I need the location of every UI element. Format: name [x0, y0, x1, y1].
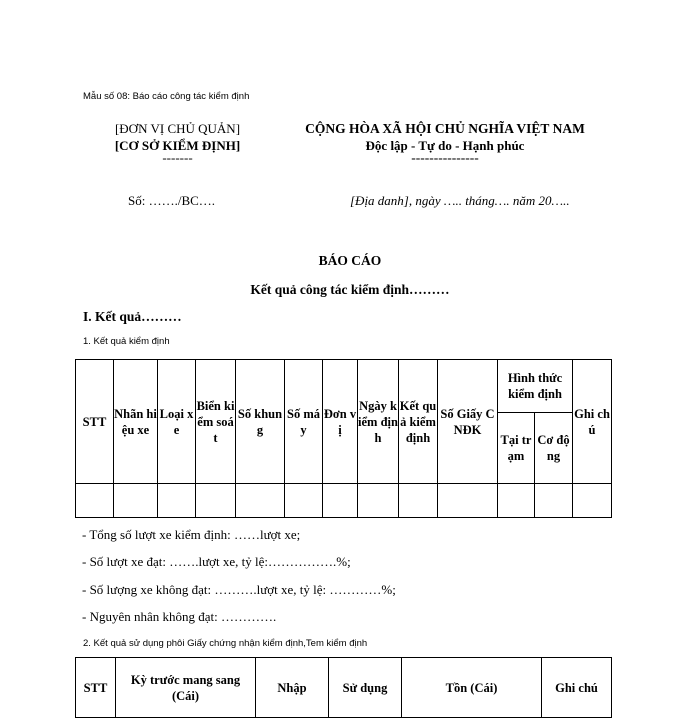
table-cell: [358, 484, 399, 518]
table-cell: [114, 484, 158, 518]
subsection-heading-2: 2. Kết quả sử dụng phôi Giấy chứng nhận kiểm định,Tem kiểm định: [83, 638, 368, 649]
place-and-date: [Địa danh], ngày ….. tháng…. năm 20…..: [350, 193, 570, 208]
table-cell: [438, 484, 498, 518]
header-right-rule: ---------------: [411, 150, 479, 165]
table-row: [76, 484, 612, 518]
report-title: BÁO CÁO: [318, 253, 382, 268]
col-plate: Biển kiểm soát: [196, 360, 236, 484]
inspection-facility: [CƠ SỞ KIỂM ĐỊNH]: [114, 138, 241, 153]
table-cell: [196, 484, 236, 518]
col-remaining: Tồn (Cái): [402, 658, 542, 718]
subsection-heading: 1. Kết quả kiểm định: [83, 336, 170, 347]
col-unit: Đơn vị: [323, 360, 358, 484]
parent-unit: [ĐƠN VỊ CHỦ QUẢN]: [114, 121, 241, 136]
total-inspections: - Tổng số lượt xe kiểm định: ……lượt xe;: [82, 527, 301, 542]
col-stt-2: STT: [76, 658, 116, 718]
col-mobile: Cơ động: [535, 413, 573, 484]
table-cell: [76, 484, 114, 518]
col-brand: Nhãn hiệu xe: [114, 360, 158, 484]
col-inspection-form: Hình thức kiểm định: [498, 360, 573, 413]
certificate-usage-table: [75, 657, 612, 718]
national-motto: Độc lập - Tự do - Hạnh phúc: [365, 138, 525, 153]
col-received: Nhập: [256, 658, 329, 718]
col-used: Sử dụng: [329, 658, 402, 718]
country-name: CỘNG HÒA XÃ HỘI CHỦ NGHĨA VIỆT NAM: [305, 121, 585, 136]
passed-inspections: - Số lượt xe đạt: …….lượt xe, tỷ lệ:…………….%;: [82, 554, 351, 569]
header-left-rule: -------: [162, 150, 193, 165]
col-carried-over: Kỳ trước mang sang (Cái): [116, 658, 256, 718]
col-chassis: Số khung: [236, 360, 285, 484]
table-cell: [573, 484, 612, 518]
col-inspection-date: Ngày kiểm định: [358, 360, 399, 484]
section-heading: I. Kết quả………: [83, 309, 182, 324]
col-stt: STT: [76, 360, 114, 484]
report-subtitle: Kết quả công tác kiểm định………: [250, 282, 450, 297]
table-cell: [285, 484, 323, 518]
inspection-results-table: [75, 359, 612, 518]
form-number: Mẫu số 08: Báo cáo công tác kiểm định: [83, 91, 250, 102]
col-at-station: Tại trạm: [498, 413, 535, 484]
document-number: Số: ……./BC….: [128, 193, 216, 208]
col-vehicle-type: Loại xe: [158, 360, 196, 484]
col-certificate-no: Số Giấy CNĐK: [438, 360, 498, 484]
issuer-block: [85, 120, 270, 165]
col-notes: Ghi chú: [573, 360, 612, 484]
table-cell: [158, 484, 196, 518]
col-notes-2: Ghi chú: [542, 658, 612, 718]
col-result: Kết quả kiểm định: [399, 360, 438, 484]
failure-reason: - Nguyên nhân không đạt: ………….: [82, 609, 277, 624]
table-cell: [323, 484, 358, 518]
table-cell: [399, 484, 438, 518]
failed-inspections: - Số lượng xe không đạt: ……….lượt xe, tỷ lệ: …………%;: [82, 582, 396, 597]
table-cell: [236, 484, 285, 518]
table-cell: [498, 484, 535, 518]
col-engine: Số máy: [285, 360, 323, 484]
national-header: [280, 120, 610, 165]
table-cell: [535, 484, 573, 518]
